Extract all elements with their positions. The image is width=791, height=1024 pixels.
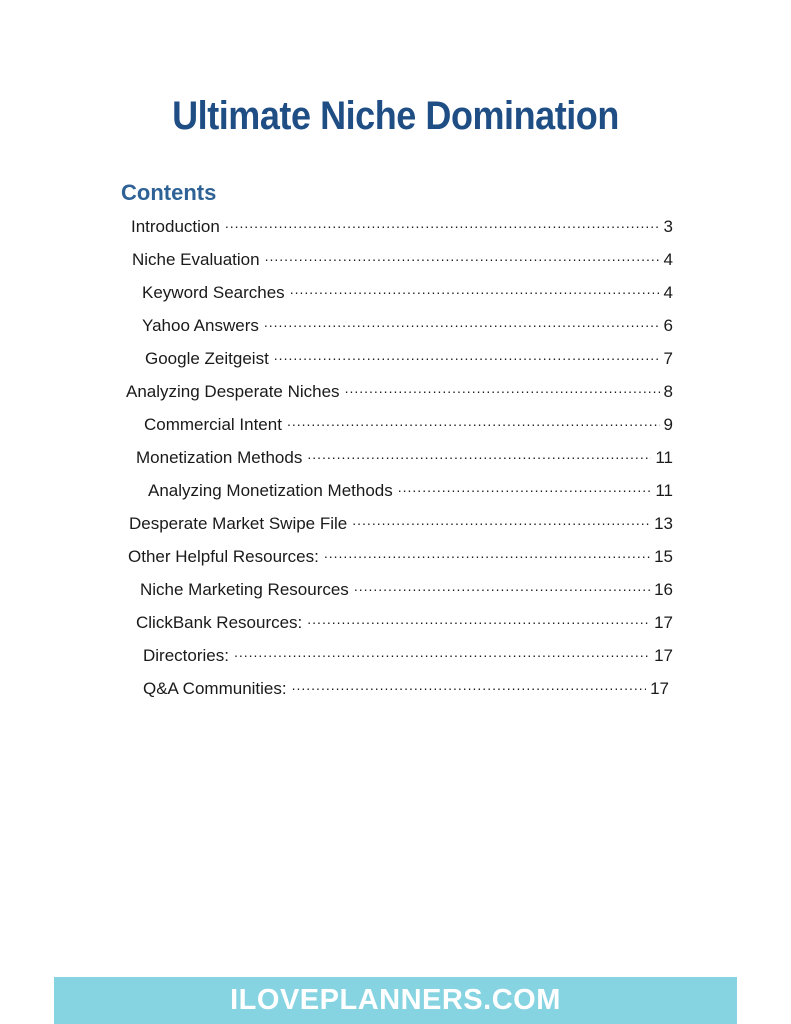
toc-entry-directories[interactable] (143, 640, 673, 672)
toc-entry-label: Google Zeitgeist (145, 349, 269, 368)
toc-page-number: 17 (654, 646, 673, 665)
toc-entry-label: Directories: (143, 646, 229, 665)
toc-dot-leader (274, 345, 660, 365)
toc-dot-leader (264, 312, 660, 332)
toc-page-number: 17 (650, 679, 669, 698)
toc-entry-desperate-market-swipe-file[interactable] (129, 508, 673, 540)
toc-entry-label: Keyword Searches (142, 283, 285, 302)
toc-entry-analyzing-desperate-niches[interactable] (126, 376, 673, 408)
contents-heading: Contents (121, 180, 217, 205)
toc-entry-other-helpful-resources[interactable] (128, 541, 673, 573)
toc-dot-leader (265, 246, 660, 266)
footer-banner (54, 977, 737, 1024)
toc-entry-label: Analyzing Monetization Methods (148, 481, 393, 500)
footer-website-text: ILOVEPLANNERS.COM (230, 984, 561, 1016)
toc-entry-label: Niche Evaluation (132, 250, 260, 269)
toc-entry-introduction[interactable] (131, 211, 673, 243)
toc-page-number: 3 (663, 217, 673, 236)
toc-entry-label: Yahoo Answers (142, 316, 259, 335)
toc-entry-analyzing-monetization-methods[interactable] (148, 475, 673, 507)
toc-entry-yahoo-answers[interactable] (142, 310, 673, 342)
toc-dot-leader (345, 378, 660, 398)
toc-dot-leader (234, 642, 650, 662)
toc-dot-leader (290, 279, 660, 299)
toc-page-number: 4 (663, 283, 673, 302)
toc-page-number: 15 (654, 547, 673, 566)
toc-entry-monetization-methods[interactable] (136, 442, 673, 474)
toc-entry-label: Q&A Communities: (143, 679, 287, 698)
toc-page-number: 4 (663, 250, 673, 269)
toc-dot-leader (307, 609, 650, 629)
toc-entry-qa-communities[interactable] (143, 673, 669, 705)
toc-entry-label: Introduction (131, 217, 220, 236)
toc-page-number: 6 (663, 316, 673, 335)
toc-entry-niche-evaluation[interactable] (132, 244, 673, 276)
toc-dot-leader (354, 576, 650, 596)
toc-page-number: 11 (655, 448, 673, 467)
toc-entry-commercial-intent[interactable] (144, 409, 673, 441)
toc-page-number: 7 (663, 349, 673, 368)
toc-dot-leader (225, 213, 660, 233)
toc-dot-leader (307, 444, 651, 464)
toc-dot-leader (324, 543, 650, 563)
toc-entry-niche-marketing-resources[interactable] (140, 574, 673, 606)
toc-dot-leader (398, 477, 652, 497)
toc-dot-leader (352, 510, 650, 530)
toc-entry-label: Commercial Intent (144, 415, 282, 434)
toc-entry-label: Monetization Methods (136, 448, 303, 467)
toc-page-number: 17 (654, 613, 673, 632)
toc-page-number: 8 (663, 382, 673, 401)
toc-entry-google-zeitgeist[interactable] (145, 343, 673, 375)
toc-entry-label: Other Helpful Resources: (128, 547, 319, 566)
toc-page-number: 16 (654, 580, 673, 599)
document-title: Ultimate Niche Domination (172, 94, 619, 138)
toc-entry-label: Analyzing Desperate Niches (126, 382, 340, 401)
toc-page-number: 11 (655, 481, 673, 500)
toc-dot-leader (292, 675, 646, 695)
toc-entry-clickbank-resources[interactable] (136, 607, 673, 639)
toc-page-number: 13 (654, 514, 673, 533)
toc-page-number: 9 (663, 415, 673, 434)
toc-entry-label: Desperate Market Swipe File (129, 514, 348, 533)
toc-entry-keyword-searches[interactable] (142, 277, 673, 309)
toc-entry-label: Niche Marketing Resources (140, 580, 349, 599)
toc-entry-label: ClickBank Resources: (136, 613, 303, 632)
toc-dot-leader (287, 411, 660, 431)
